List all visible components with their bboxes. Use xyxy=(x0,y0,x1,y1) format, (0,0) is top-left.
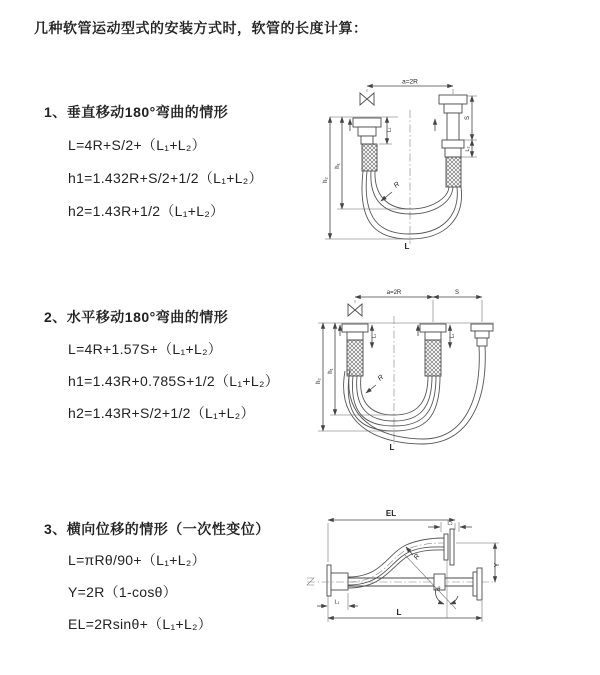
diagram-lateral-displacement xyxy=(296,498,600,650)
radius-label: R xyxy=(392,180,402,190)
length-label: L xyxy=(389,443,395,452)
dim-l2-label: L₂ xyxy=(447,520,453,527)
section1-formula-h2: h2=1.43R+1/2（L₁+L₂） xyxy=(68,203,225,219)
dim-h1-label: h₁ xyxy=(335,163,341,169)
dim-a2r-label: a=2R xyxy=(402,78,418,86)
page-title: 几种软管运动型式的安装方式时，软管的长度计算： xyxy=(34,20,368,36)
dim-s-label: S xyxy=(454,290,460,296)
section2-formula-L: L=4R+1.57S+（L₁+L₂） xyxy=(68,341,223,357)
braided-hose-section xyxy=(446,157,461,187)
dim-l1-label: L₁ xyxy=(371,333,378,339)
radius-label: R xyxy=(412,552,422,562)
dim-l2-label: L₂ xyxy=(465,146,471,152)
length-label: L xyxy=(404,242,410,251)
section1-formula-h1: h1=1.432R+S/2+1/2（L₁+L₂） xyxy=(68,170,263,186)
section3-formula-Y: Y=2R（1-cosθ） xyxy=(68,584,178,600)
braided-hose-section xyxy=(362,144,377,171)
dim-y-label: Y xyxy=(494,562,501,568)
valve-icon xyxy=(348,304,362,316)
diagram-vertical-180-bend xyxy=(310,68,600,268)
radius-label: R xyxy=(376,373,386,383)
section3-formula-EL: EL=2Rsinθ+（L₁+L₂） xyxy=(68,616,213,632)
pipe-break-icon xyxy=(307,578,314,585)
dim-l1-label: L₁ xyxy=(334,599,340,606)
section2-formula-h2: h2=1.43R+S/2+1/2（L₁+L₂） xyxy=(68,405,255,421)
section1-formula-L: L=4R+S/2+（L₁+L₂） xyxy=(68,137,206,153)
section2-heading: 2、水平移动180°弯曲的情形 xyxy=(44,309,229,325)
diagram-horizontal-180-bend xyxy=(306,276,600,471)
dim-l1-label: L₁ xyxy=(386,127,393,133)
braided-hose-section xyxy=(425,340,441,376)
section3-heading: 3、横向位移的情形（一次性变位） xyxy=(44,521,270,537)
section3-formula-L: L=πRθ/90+（L₁+L₂） xyxy=(68,552,206,568)
dim-a2r-label: a=2R xyxy=(386,290,402,296)
section1-heading: 1、垂直移动180°弯曲的情形 xyxy=(44,104,229,120)
angle-theta-label: θ xyxy=(437,587,441,593)
dim-h1-label: h₁ xyxy=(328,368,334,374)
dim-l2-label: L₂ xyxy=(449,333,456,339)
valve-icon xyxy=(360,93,374,105)
section2-formula-h1: h1=1.43R+0.785S+1/2（L₁+L₂） xyxy=(68,373,279,389)
dim-s-label: S xyxy=(465,115,471,121)
dim-h2-label: h₂ xyxy=(323,177,329,183)
dim-el-label: EL xyxy=(385,509,397,518)
dim-h2-label: h₂ xyxy=(316,378,322,384)
dim-l-label: L xyxy=(396,608,402,617)
